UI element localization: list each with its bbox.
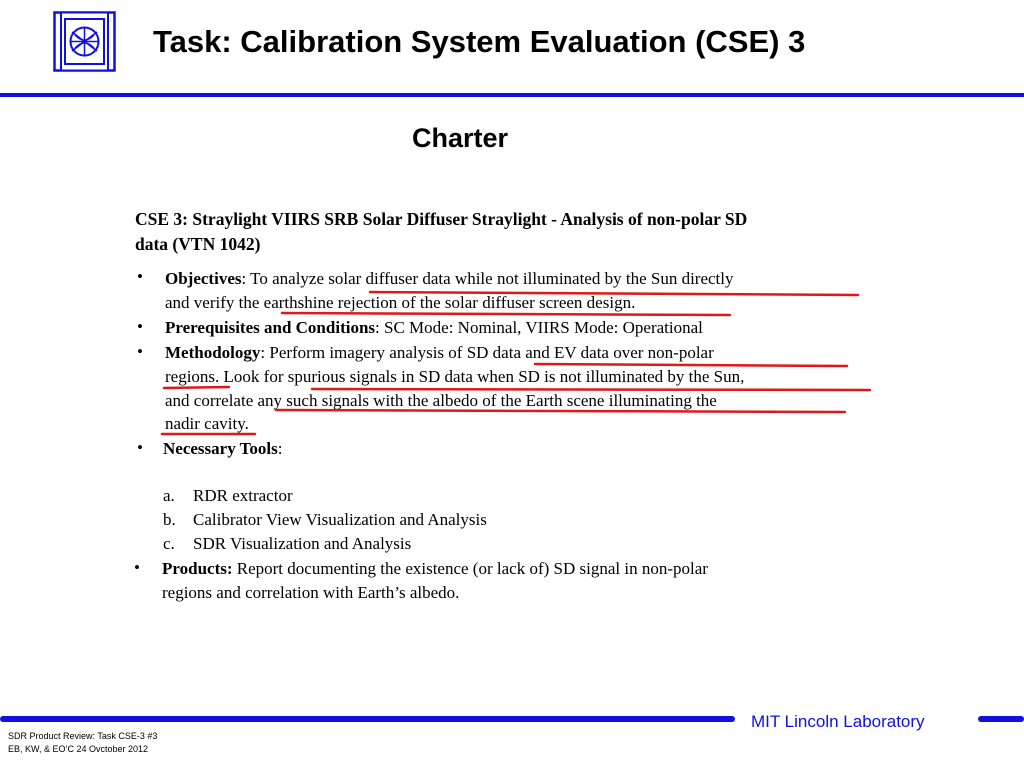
methodology-period: . xyxy=(244,414,249,433)
methodology-highlight-5: nadir cavity xyxy=(165,414,245,433)
footer-line-2: EB, KW, & EO’C 24 Ovctober 2012 xyxy=(8,744,149,754)
products-text-1: Report documenting the existence (or lack of) SD signal in non-polar xyxy=(232,559,708,578)
tools-item-b: Calibrator View Visualization and Analysis xyxy=(193,510,487,529)
methodology-line-1 xyxy=(165,342,714,364)
objectives-line-1 xyxy=(165,268,734,290)
charter-heading-line-2: data (VTN 1042) xyxy=(135,234,261,254)
tools-label: Necessary Tools xyxy=(163,439,278,458)
products-line-1 xyxy=(162,558,708,580)
objectives-label: Objectives xyxy=(165,269,242,288)
tools-item-a: RDR extractor xyxy=(193,486,293,505)
tools-item-c-marker: c. xyxy=(163,534,175,553)
methodology-highlight-3: spurious signals in SD data when SD is not illuminated by the Sun, xyxy=(287,367,745,386)
tools-line xyxy=(163,438,282,460)
bullet-tools: • xyxy=(137,438,143,457)
methodology-line-3 xyxy=(165,390,717,412)
prerequisites-line xyxy=(165,317,703,339)
tools-colon: : xyxy=(277,439,283,458)
tools-item-a-marker: a. xyxy=(163,486,175,505)
section-subtitle: Charter xyxy=(412,123,509,153)
charter-heading-line-1: CSE 3: Straylight VIIRS SRB Solar Diffuser Straylight - Analysis of non-polar SD xyxy=(135,209,748,229)
tools-item-b-marker: b. xyxy=(163,510,176,529)
methodology-text-2: Look for xyxy=(219,367,288,386)
bullet-objectives: • xyxy=(137,267,143,286)
footer-rule-left xyxy=(0,716,735,722)
bullet-methodology: • xyxy=(137,342,143,361)
products-label: Products: xyxy=(162,559,233,578)
products-line-2: regions and correlation with Earth’s albedo. xyxy=(162,583,460,602)
bullet-prerequisites: • xyxy=(137,317,143,336)
methodology-line-2 xyxy=(165,366,744,388)
footer-rule-right xyxy=(978,716,1024,722)
objectives-text: : To analyze xyxy=(241,269,329,288)
methodology-text-3: and correlate xyxy=(165,391,258,410)
slide-title: Task: Calibration System Evaluation (CSE) 3 xyxy=(153,24,806,59)
footer-organization: MIT Lincoln Laboratory xyxy=(751,712,925,731)
prerequisites-label: Prerequisites and Conditions xyxy=(165,318,376,337)
objectives-line-2 xyxy=(165,292,635,314)
bullet-products: • xyxy=(134,558,140,577)
objectives-text-2: and verify the xyxy=(165,293,264,312)
methodology-text-1: : Perform imagery analysis of xyxy=(260,343,467,362)
prerequisites-text: : SC Mode: Nominal, VIIRS Mode: Operational xyxy=(375,318,703,337)
tools-item-c: SDR Visualization and Analysis xyxy=(193,534,412,553)
objectives-highlight-2: earthshine rejection of the solar diffuser screen design xyxy=(263,293,632,312)
footer-review-info xyxy=(8,730,157,756)
methodology-highlight-4: any such signals with the albedo of the Earth scene illuminating the xyxy=(257,391,717,410)
methodology-label: Methodology xyxy=(165,343,261,362)
methodology-highlight-1: SD data and EV data over non-polar xyxy=(466,343,714,362)
methodology-highlight-2: regions. xyxy=(165,367,220,386)
methodology-line-4 xyxy=(165,413,249,435)
footer-line-1: SDR Product Review: Task CSE-3 #3 xyxy=(8,731,158,741)
objectives-highlight-1: solar diffuser data while not illuminated by the Sun directly xyxy=(328,269,734,288)
objectives-period: . xyxy=(631,293,636,312)
